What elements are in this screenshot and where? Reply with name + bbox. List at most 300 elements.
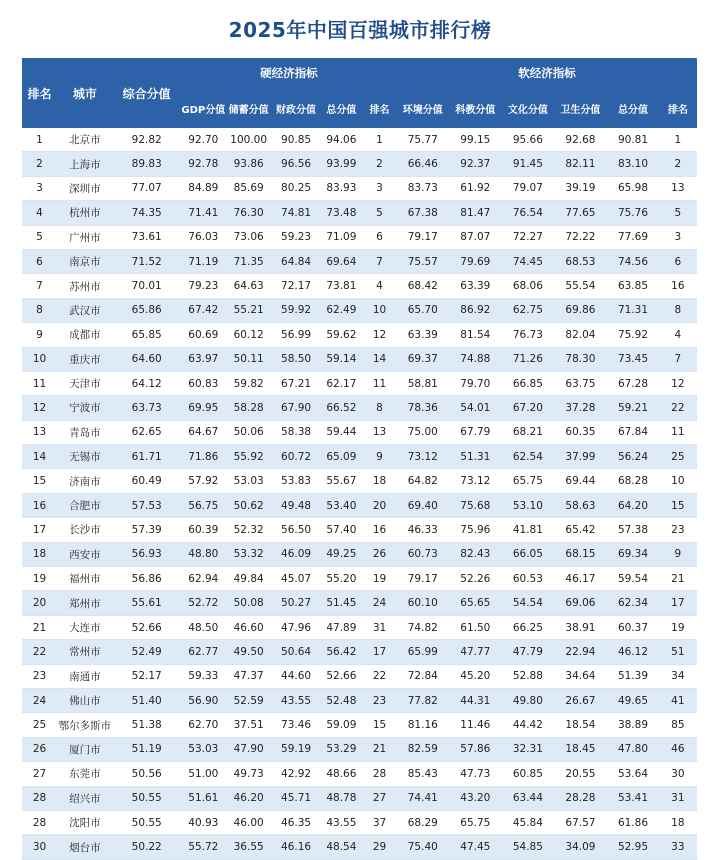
header-edu: 科教分值 <box>449 88 503 128</box>
cell-savings: 73.06 <box>226 225 271 249</box>
cell-hard-total: 48.66 <box>321 762 362 786</box>
cell-city: 常州市 <box>57 640 113 664</box>
table-row <box>22 542 697 566</box>
cell-fiscal: 60.72 <box>271 445 320 469</box>
table-row <box>22 664 697 688</box>
cell-composite: 50.56 <box>113 762 181 786</box>
cell-fiscal: 72.17 <box>271 274 320 298</box>
cell-fiscal: 73.46 <box>271 713 320 737</box>
cell-hard-total: 47.89 <box>321 615 362 639</box>
cell-soft-total: 53.41 <box>607 786 659 810</box>
cell-hard-rank: 6 <box>362 225 397 249</box>
cell-hard-total: 57.40 <box>321 518 362 542</box>
table-row <box>22 152 697 176</box>
cell-fiscal: 67.21 <box>271 371 320 395</box>
cell-rank: 2 <box>22 152 57 176</box>
cell-hard-total: 48.78 <box>321 786 362 810</box>
cell-health: 34.09 <box>554 835 608 859</box>
cell-fiscal: 53.83 <box>271 469 320 493</box>
cell-health: 34.64 <box>554 664 608 688</box>
cell-city: 重庆市 <box>57 347 113 371</box>
cell-soft-rank: 4 <box>659 323 697 347</box>
table-row <box>22 835 697 859</box>
header-hard-total: 总分值 <box>321 88 362 128</box>
cell-savings: 59.82 <box>226 371 271 395</box>
cell-edu: 81.54 <box>449 323 503 347</box>
cell-hard-rank: 24 <box>362 591 397 615</box>
cell-hard-total: 48.54 <box>321 835 362 859</box>
cell-city: 厦门市 <box>57 737 113 761</box>
cell-rank: 13 <box>22 420 57 444</box>
cell-health: 18.54 <box>554 713 608 737</box>
cell-hard-rank: 3 <box>362 176 397 200</box>
cell-env: 66.46 <box>397 152 449 176</box>
cell-composite: 77.07 <box>113 176 181 200</box>
cell-rank: 7 <box>22 274 57 298</box>
cell-health: 69.44 <box>554 469 608 493</box>
cell-composite: 73.61 <box>113 225 181 249</box>
cell-savings: 37.51 <box>226 713 271 737</box>
table-row <box>22 128 697 152</box>
cell-savings: 50.08 <box>226 591 271 615</box>
cell-hard-rank: 17 <box>362 640 397 664</box>
table-row <box>22 518 697 542</box>
cell-city: 绍兴市 <box>57 786 113 810</box>
cell-env: 79.17 <box>397 567 449 591</box>
cell-rank: 17 <box>22 518 57 542</box>
cell-savings: 52.59 <box>226 688 271 712</box>
cell-soft-rank: 18 <box>659 810 697 834</box>
cell-savings: 49.50 <box>226 640 271 664</box>
cell-gdp: 56.90 <box>181 688 226 712</box>
cell-env: 83.73 <box>397 176 449 200</box>
table-row <box>22 396 697 420</box>
cell-gdp: 92.70 <box>181 128 226 152</box>
cell-gdp: 62.70 <box>181 713 226 737</box>
cell-city: 宁波市 <box>57 396 113 420</box>
cell-fiscal: 59.19 <box>271 737 320 761</box>
table-row <box>22 347 697 371</box>
cell-env: 69.40 <box>397 493 449 517</box>
cell-env: 58.81 <box>397 371 449 395</box>
table-row <box>22 323 697 347</box>
cell-soft-rank: 5 <box>659 201 697 225</box>
cell-composite: 51.19 <box>113 737 181 761</box>
cell-edu: 65.65 <box>449 591 503 615</box>
cell-city: 南通市 <box>57 664 113 688</box>
cell-hard-total: 62.17 <box>321 371 362 395</box>
cell-city: 杭州市 <box>57 201 113 225</box>
cell-gdp: 71.86 <box>181 445 226 469</box>
cell-fiscal: 56.50 <box>271 518 320 542</box>
cell-soft-total: 69.34 <box>607 542 659 566</box>
cell-rank: 21 <box>22 615 57 639</box>
table-row <box>22 567 697 591</box>
cell-env: 74.82 <box>397 615 449 639</box>
cell-env: 73.12 <box>397 445 449 469</box>
cell-soft-rank: 1 <box>659 128 697 152</box>
header-gdp: GDP分值 <box>181 88 226 128</box>
cell-city: 济南市 <box>57 469 113 493</box>
cell-edu: 47.73 <box>449 762 503 786</box>
cell-fiscal: 44.60 <box>271 664 320 688</box>
cell-fiscal: 42.92 <box>271 762 320 786</box>
cell-health: 77.65 <box>554 201 608 225</box>
cell-edu: 61.92 <box>449 176 503 200</box>
cell-soft-total: 38.89 <box>607 713 659 737</box>
cell-hard-total: 93.99 <box>321 152 362 176</box>
cell-health: 55.54 <box>554 274 608 298</box>
cell-env: 68.42 <box>397 274 449 298</box>
cell-health: 82.04 <box>554 323 608 347</box>
cell-hard-total: 52.48 <box>321 688 362 712</box>
cell-culture: 65.75 <box>502 469 554 493</box>
cell-hard-rank: 11 <box>362 371 397 395</box>
cell-health: 68.53 <box>554 249 608 273</box>
cell-soft-total: 63.85 <box>607 274 659 298</box>
cell-soft-rank: 9 <box>659 542 697 566</box>
cell-soft-rank: 10 <box>659 469 697 493</box>
cell-city: 郑州市 <box>57 591 113 615</box>
cell-composite: 71.52 <box>113 249 181 273</box>
cell-culture: 52.88 <box>502 664 554 688</box>
cell-soft-rank: 15 <box>659 493 697 517</box>
cell-fiscal: 47.96 <box>271 615 320 639</box>
cell-edu: 57.86 <box>449 737 503 761</box>
cell-rank: 14 <box>22 445 57 469</box>
cell-culture: 95.66 <box>502 128 554 152</box>
cell-city: 福州市 <box>57 567 113 591</box>
cell-soft-rank: 8 <box>659 298 697 322</box>
cell-savings: 52.32 <box>226 518 271 542</box>
cell-soft-total: 46.12 <box>607 640 659 664</box>
cell-fiscal: 80.25 <box>271 176 320 200</box>
cell-savings: 50.11 <box>226 347 271 371</box>
cell-hard-rank: 18 <box>362 469 397 493</box>
cell-health: 82.11 <box>554 152 608 176</box>
cell-soft-rank: 23 <box>659 518 697 542</box>
cell-rank: 1 <box>22 128 57 152</box>
table-row <box>22 591 697 615</box>
cell-composite: 55.61 <box>113 591 181 615</box>
cell-soft-rank: 6 <box>659 249 697 273</box>
cell-edu: 47.45 <box>449 835 503 859</box>
header-fiscal: 财政分值 <box>271 88 320 128</box>
cell-composite: 61.71 <box>113 445 181 469</box>
cell-savings: 53.32 <box>226 542 271 566</box>
cell-composite: 63.73 <box>113 396 181 420</box>
cell-gdp: 60.69 <box>181 323 226 347</box>
cell-soft-total: 71.31 <box>607 298 659 322</box>
cell-culture: 53.10 <box>502 493 554 517</box>
cell-hard-total: 55.67 <box>321 469 362 493</box>
cell-env: 63.39 <box>397 323 449 347</box>
cell-savings: 60.12 <box>226 323 271 347</box>
cell-hard-rank: 28 <box>362 762 397 786</box>
cell-soft-rank: 85 <box>659 713 697 737</box>
cell-gdp: 71.19 <box>181 249 226 273</box>
cell-health: 38.91 <box>554 615 608 639</box>
cell-gdp: 92.78 <box>181 152 226 176</box>
cell-soft-rank: 25 <box>659 445 697 469</box>
cell-culture: 66.05 <box>502 542 554 566</box>
cell-health: 58.63 <box>554 493 608 517</box>
cell-gdp: 60.39 <box>181 518 226 542</box>
cell-gdp: 51.00 <box>181 762 226 786</box>
cell-hard-total: 51.45 <box>321 591 362 615</box>
cell-soft-total: 77.69 <box>607 225 659 249</box>
cell-rank: 8 <box>22 298 57 322</box>
cell-hard-rank: 15 <box>362 713 397 737</box>
cell-rank: 22 <box>22 640 57 664</box>
cell-hard-total: 59.62 <box>321 323 362 347</box>
cell-soft-rank: 21 <box>659 567 697 591</box>
cell-soft-rank: 16 <box>659 274 697 298</box>
cell-fiscal: 49.48 <box>271 493 320 517</box>
cell-soft-total: 57.38 <box>607 518 659 542</box>
cell-fiscal: 50.27 <box>271 591 320 615</box>
cell-hard-rank: 27 <box>362 786 397 810</box>
cell-hard-rank: 21 <box>362 737 397 761</box>
cell-savings: 49.73 <box>226 762 271 786</box>
cell-culture: 45.84 <box>502 810 554 834</box>
cell-soft-rank: 22 <box>659 396 697 420</box>
cell-savings: 47.90 <box>226 737 271 761</box>
cell-fiscal: 58.38 <box>271 420 320 444</box>
cell-soft-total: 90.81 <box>607 128 659 152</box>
cell-hard-total: 53.29 <box>321 737 362 761</box>
cell-culture: 32.31 <box>502 737 554 761</box>
cell-hard-total: 53.40 <box>321 493 362 517</box>
cell-soft-rank: 19 <box>659 615 697 639</box>
cell-city: 北京市 <box>57 128 113 152</box>
cell-env: 82.59 <box>397 737 449 761</box>
cell-savings: 58.28 <box>226 396 271 420</box>
cell-hard-rank: 31 <box>362 615 397 639</box>
ranking-table <box>22 58 697 860</box>
cell-health: 39.19 <box>554 176 608 200</box>
cell-fiscal: 56.99 <box>271 323 320 347</box>
cell-health: 46.17 <box>554 567 608 591</box>
cell-composite: 52.17 <box>113 664 181 688</box>
cell-city: 天津市 <box>57 371 113 395</box>
cell-gdp: 52.72 <box>181 591 226 615</box>
cell-health: 92.68 <box>554 128 608 152</box>
cell-health: 20.55 <box>554 762 608 786</box>
cell-savings: 49.84 <box>226 567 271 591</box>
cell-city: 苏州市 <box>57 274 113 298</box>
cell-env: 85.43 <box>397 762 449 786</box>
cell-city: 大连市 <box>57 615 113 639</box>
cell-savings: 76.30 <box>226 201 271 225</box>
header-city: 城市 <box>57 58 113 128</box>
cell-fiscal: 46.35 <box>271 810 320 834</box>
cell-env: 69.37 <box>397 347 449 371</box>
cell-rank: 19 <box>22 567 57 591</box>
cell-soft-rank: 3 <box>659 225 697 249</box>
cell-hard-rank: 23 <box>362 688 397 712</box>
cell-edu: 99.15 <box>449 128 503 152</box>
table-row <box>22 225 697 249</box>
cell-city: 东莞市 <box>57 762 113 786</box>
cell-env: 79.17 <box>397 225 449 249</box>
cell-health: 72.22 <box>554 225 608 249</box>
cell-composite: 57.39 <box>113 518 181 542</box>
cell-rank: 27 <box>22 762 57 786</box>
cell-culture: 72.27 <box>502 225 554 249</box>
cell-gdp: 59.33 <box>181 664 226 688</box>
cell-fiscal: 50.64 <box>271 640 320 664</box>
cell-city: 南京市 <box>57 249 113 273</box>
cell-gdp: 71.41 <box>181 201 226 225</box>
cell-culture: 63.44 <box>502 786 554 810</box>
cell-env: 46.33 <box>397 518 449 542</box>
cell-soft-total: 60.37 <box>607 615 659 639</box>
cell-city: 武汉市 <box>57 298 113 322</box>
cell-culture: 62.75 <box>502 298 554 322</box>
cell-edu: 86.92 <box>449 298 503 322</box>
cell-fiscal: 67.90 <box>271 396 320 420</box>
cell-gdp: 62.77 <box>181 640 226 664</box>
cell-hard-total: 59.14 <box>321 347 362 371</box>
cell-soft-total: 56.24 <box>607 445 659 469</box>
cell-composite: 60.49 <box>113 469 181 493</box>
table-row <box>22 445 697 469</box>
cell-gdp: 48.50 <box>181 615 226 639</box>
cell-soft-total: 59.54 <box>607 567 659 591</box>
cell-soft-total: 53.64 <box>607 762 659 786</box>
cell-culture: 68.06 <box>502 274 554 298</box>
cell-env: 60.73 <box>397 542 449 566</box>
cell-rank: 30 <box>22 835 57 859</box>
cell-edu: 45.20 <box>449 664 503 688</box>
cell-env: 67.38 <box>397 201 449 225</box>
cell-env: 77.82 <box>397 688 449 712</box>
cell-edu: 65.75 <box>449 810 503 834</box>
cell-composite: 74.35 <box>113 201 181 225</box>
cell-rank: 6 <box>22 249 57 273</box>
table-row <box>22 249 697 273</box>
table-row <box>22 201 697 225</box>
cell-savings: 46.60 <box>226 615 271 639</box>
cell-culture: 66.85 <box>502 371 554 395</box>
cell-fiscal: 74.81 <box>271 201 320 225</box>
cell-env: 65.99 <box>397 640 449 664</box>
header-culture: 文化分值 <box>502 88 554 128</box>
cell-fiscal: 43.55 <box>271 688 320 712</box>
cell-edu: 81.47 <box>449 201 503 225</box>
cell-gdp: 53.03 <box>181 737 226 761</box>
cell-soft-total: 67.28 <box>607 371 659 395</box>
cell-edu: 75.96 <box>449 518 503 542</box>
cell-health: 26.67 <box>554 688 608 712</box>
cell-soft-total: 62.34 <box>607 591 659 615</box>
cell-city: 青岛市 <box>57 420 113 444</box>
cell-savings: 71.35 <box>226 249 271 273</box>
cell-edu: 92.37 <box>449 152 503 176</box>
cell-savings: 53.03 <box>226 469 271 493</box>
cell-fiscal: 45.71 <box>271 786 320 810</box>
cell-composite: 64.60 <box>113 347 181 371</box>
cell-soft-rank: 41 <box>659 688 697 712</box>
table-row <box>22 420 697 444</box>
cell-soft-total: 67.84 <box>607 420 659 444</box>
cell-soft-rank: 7 <box>659 347 697 371</box>
cell-hard-rank: 5 <box>362 201 397 225</box>
cell-hard-rank: 16 <box>362 518 397 542</box>
cell-composite: 64.12 <box>113 371 181 395</box>
cell-composite: 50.55 <box>113 786 181 810</box>
cell-health: 60.35 <box>554 420 608 444</box>
cell-rank: 23 <box>22 664 57 688</box>
cell-culture: 44.42 <box>502 713 554 737</box>
cell-gdp: 56.75 <box>181 493 226 517</box>
cell-health: 68.15 <box>554 542 608 566</box>
cell-composite: 56.86 <box>113 567 181 591</box>
cell-culture: 47.79 <box>502 640 554 664</box>
cell-hard-total: 55.20 <box>321 567 362 591</box>
cell-env: 78.36 <box>397 396 449 420</box>
cell-city: 成都市 <box>57 323 113 347</box>
cell-soft-total: 74.56 <box>607 249 659 273</box>
table-body <box>22 128 697 859</box>
cell-hard-rank: 1 <box>362 128 397 152</box>
cell-env: 65.70 <box>397 298 449 322</box>
cell-fiscal: 46.16 <box>271 835 320 859</box>
cell-rank: 18 <box>22 542 57 566</box>
cell-env: 72.84 <box>397 664 449 688</box>
cell-fiscal: 64.84 <box>271 249 320 273</box>
cell-health: 78.30 <box>554 347 608 371</box>
cell-rank: 10 <box>22 347 57 371</box>
cell-hard-total: 59.44 <box>321 420 362 444</box>
cell-gdp: 67.42 <box>181 298 226 322</box>
cell-culture: 54.54 <box>502 591 554 615</box>
cell-fiscal: 58.50 <box>271 347 320 371</box>
cell-soft-rank: 11 <box>659 420 697 444</box>
cell-savings: 64.63 <box>226 274 271 298</box>
cell-health: 37.99 <box>554 445 608 469</box>
cell-hard-rank: 10 <box>362 298 397 322</box>
cell-rank: 4 <box>22 201 57 225</box>
cell-rank: 26 <box>22 737 57 761</box>
cell-soft-rank: 17 <box>659 591 697 615</box>
cell-gdp: 62.94 <box>181 567 226 591</box>
cell-rank: 11 <box>22 371 57 395</box>
cell-hard-rank: 4 <box>362 274 397 298</box>
cell-gdp: 51.61 <box>181 786 226 810</box>
cell-health: 63.75 <box>554 371 608 395</box>
header-rank: 排名 <box>22 58 57 128</box>
table-row <box>22 274 697 298</box>
cell-rank: 5 <box>22 225 57 249</box>
cell-env: 64.82 <box>397 469 449 493</box>
cell-hard-total: 56.42 <box>321 640 362 664</box>
cell-soft-total: 64.20 <box>607 493 659 517</box>
cell-env: 68.29 <box>397 810 449 834</box>
cell-culture: 68.21 <box>502 420 554 444</box>
cell-savings: 100.00 <box>226 128 271 152</box>
cell-city: 合肥市 <box>57 493 113 517</box>
cell-edu: 87.07 <box>449 225 503 249</box>
cell-composite: 56.93 <box>113 542 181 566</box>
cell-edu: 52.26 <box>449 567 503 591</box>
cell-soft-total: 75.76 <box>607 201 659 225</box>
cell-savings: 55.21 <box>226 298 271 322</box>
cell-fiscal: 90.85 <box>271 128 320 152</box>
page-title: 2025年中国百强城市排行榜 <box>228 18 492 42</box>
cell-composite: 50.55 <box>113 810 181 834</box>
